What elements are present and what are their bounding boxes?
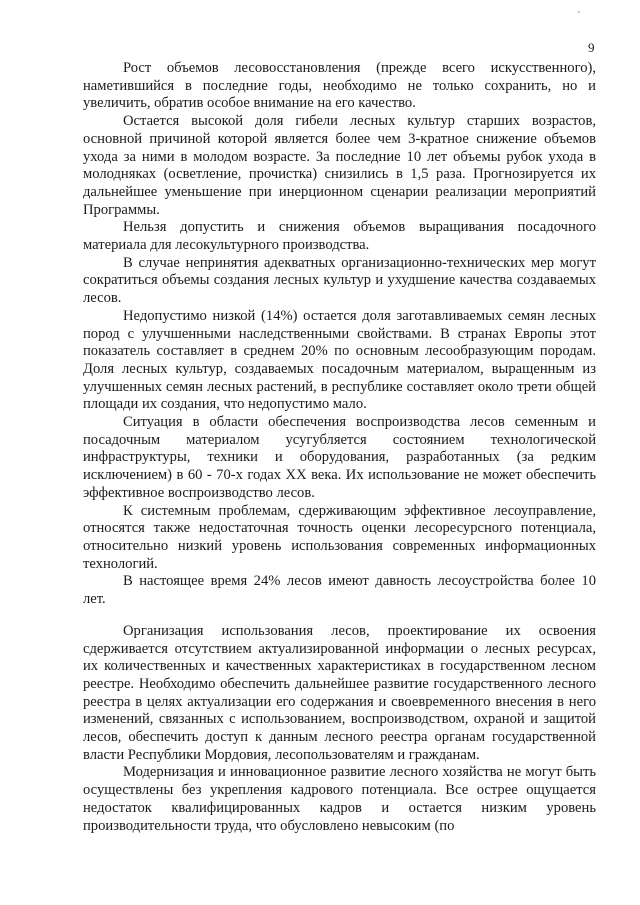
paragraph-plantation-mortality: Остается высокой доля гибели лесных культур старших возрастов, основной причиной которой является более чем 3-кратное снижение объемов ухода за ними в молодом возрасте. За последние 10 лет объемы рубок ухода в молодняках (осветление, прочистка) снизились в 1,5 раза. Прогнозируется их дальнейшее уменьшение при инерционном сценарии реализации мероприятий Программы. <box>83 113 596 218</box>
paragraph-organizational-measures: В случае непринятия адекватных организационно-технических мер могут сократиться объемы создания лесных культур и ухудшение качества создаваемых лесов. <box>83 254 596 307</box>
paragraph-modernization: Модернизация и инновационное развитие лесного хозяйства не могут быть осуществлены без укрепления кадрового потенциала. Все острее ощущается недостаток квалифицированных кадров и остается низким уровень производительности труда, что обусловлено невысоким (по <box>83 764 596 834</box>
page-number: 9 <box>588 40 595 55</box>
document-body <box>83 60 596 835</box>
paragraph-forest-inventory: В настоящее время 24% лесов имеют давность лесоустройства более 10 лет. <box>83 573 596 608</box>
paragraph-reforestation-growth: Рост объемов лесовосстановления (прежде всего искусственного), наметившийся в последние годы, необходимо не только сохранить, но и увеличить, обратив особое внимание на его качество. <box>83 60 596 112</box>
paragraph-infrastructure: Ситуация в области обеспечения воспроизводства лесов семенным и посадочным материалом усугубляется состоянием технологической инфраструктуры, техники и оборудования, разработанных (за редким исключением) в 60 - 70-х годах XX века. Их использование не может обеспечить эффективное воспроизводство лесов. <box>83 414 596 501</box>
scan-speck: ' <box>578 10 580 21</box>
paragraph-improved-seeds: Недопустимо низкой (14%) остается доля заготавливаемых семян лесных пород с улучшенными наследственными свойствами. В странах Европы этот показатель составляет в среднем 20% по основным лесообразующим породам. Доля лесных культур, создаваемых посадочным материалом, выращенным из улучшенных семян лесных растений, в республике составляет около трети общей площади их создания, что недопустимо мало. <box>83 307 596 413</box>
paragraph-systemic-problems: К системным проблемам, сдерживающим эффективное лесоуправление, относятся также недостаточная точность оценки лесоресурсного потенциала, относительно низкий уровень использования современных информационных технологий. <box>83 502 596 572</box>
paragraph-forest-registry: Организация использования лесов, проектирование их освоения сдерживается отсутствием актуализированной информации о лесных ресурсах, их количественных и качественных характеристиках в государственном лесном реестре. Необходимо обеспечить дальнейшее развитие государственного лесного реестра в целях актуализации его содержания и своевременного внесения в него изменений, связанных с использованием, воспроизводством, охраной и защитой лесов, обеспечить доступ к данным лесного реестра органам государственной власти Республики Мордовия, лесопользователям и гражданам. <box>83 622 596 763</box>
paragraph-planting-material: Нельзя допустить и снижения объемов выращивания посадочного материала для лесокультурного производства. <box>83 219 596 254</box>
